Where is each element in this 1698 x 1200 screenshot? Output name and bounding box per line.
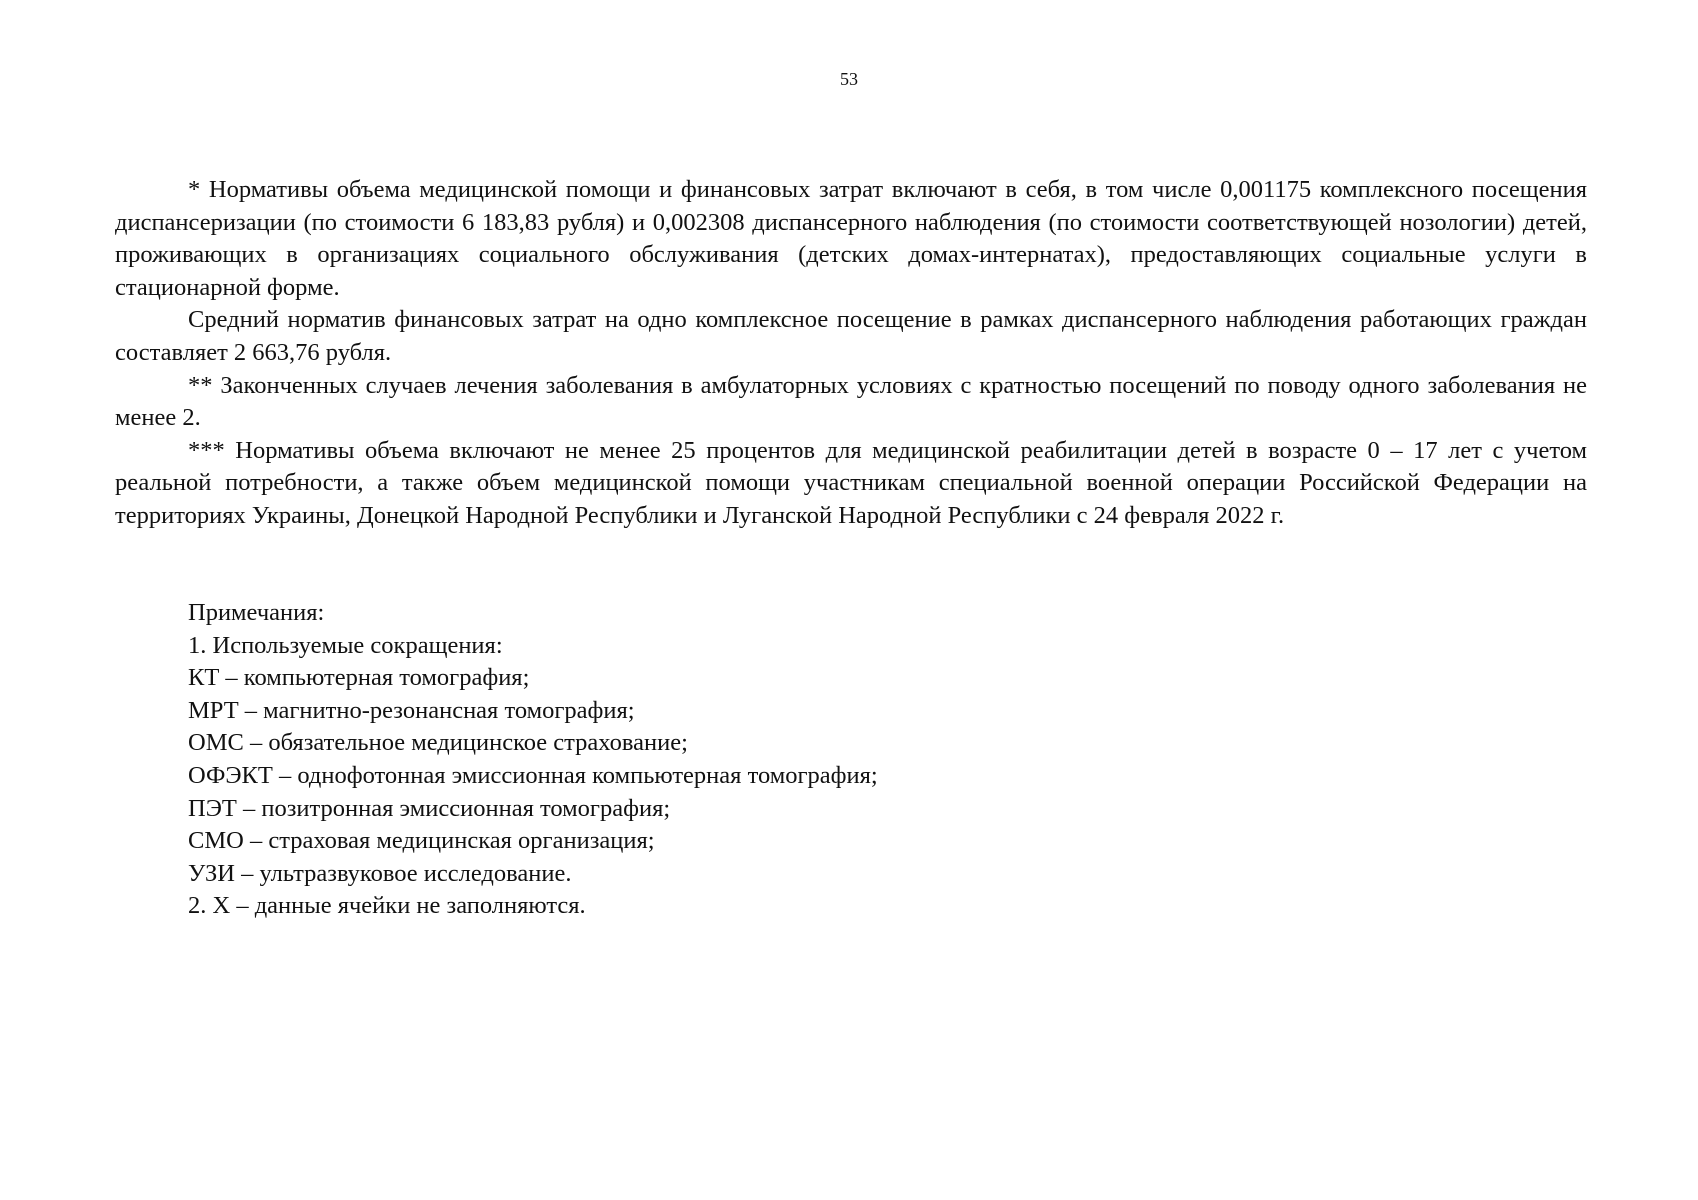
- abbreviation-item: КТ – компьютерная томография;: [188, 664, 530, 692]
- abbreviation-item: СМО – страховая медицинская организация;: [188, 827, 655, 855]
- abbreviation-item: ОМС – обязательное медицинское страхование;: [188, 729, 688, 757]
- footnote-paragraph: ** Законченных случаев лечения заболевания в амбулаторных условиях с кратностью посещений по поводу одного заболевания не менее 2.: [115, 371, 1587, 432]
- abbreviation-item: УЗИ – ультразвуковое исследование.: [188, 859, 572, 887]
- notes-item: 2. Х – данные ячейки не заполняются.: [188, 892, 586, 920]
- notes-item: 1. Используемые сокращения:: [188, 631, 503, 659]
- notes-heading: Примечания:: [188, 599, 325, 626]
- abbreviation-item: ОФЭКТ – однофотонная эмиссионная компьютерная томография;: [188, 761, 878, 789]
- notes-block: [188, 597, 1488, 923]
- page-number: 53: [840, 69, 858, 89]
- footnotes-block: [115, 174, 1587, 533]
- abbreviation-item: ПЭТ – позитронная эмиссионная томография;: [188, 794, 671, 822]
- footnote-paragraph: *** Нормативы объема включают не менее 25 процентов для медицинской реабилитации детей в возрасте 0 – 17 лет с учетом реальной потребности, а также объем медицинской помощи участникам специальной военной операции Российской Федерации на территориях Украины, Донецкой Народной Республики и Луганской Народной Республики с 24 февраля 2022 г.: [115, 436, 1587, 529]
- footnote-paragraph: Средний норматив финансовых затрат на одно комплексное посещение в рамках диспансерного наблюдения работающих граждан составляет 2 663,76 рубля.: [115, 306, 1587, 366]
- abbreviation-item: МРТ – магнитно-резонансная томография;: [188, 696, 635, 724]
- footnote-paragraph: * Нормативы объема медицинской помощи и финансовых затрат включают в себя, в том числе 0,001175 комплексного посещения диспансеризации (по стоимости 6 183,83 рубля) и 0,002308 диспансерного наблюдения (по стоимости соответствующей нозологии) детей, проживающих в организациях социального обслуживания (детских домах-интернатах), предоставляющих социальные услуги в стационарной форме.: [115, 176, 1587, 301]
